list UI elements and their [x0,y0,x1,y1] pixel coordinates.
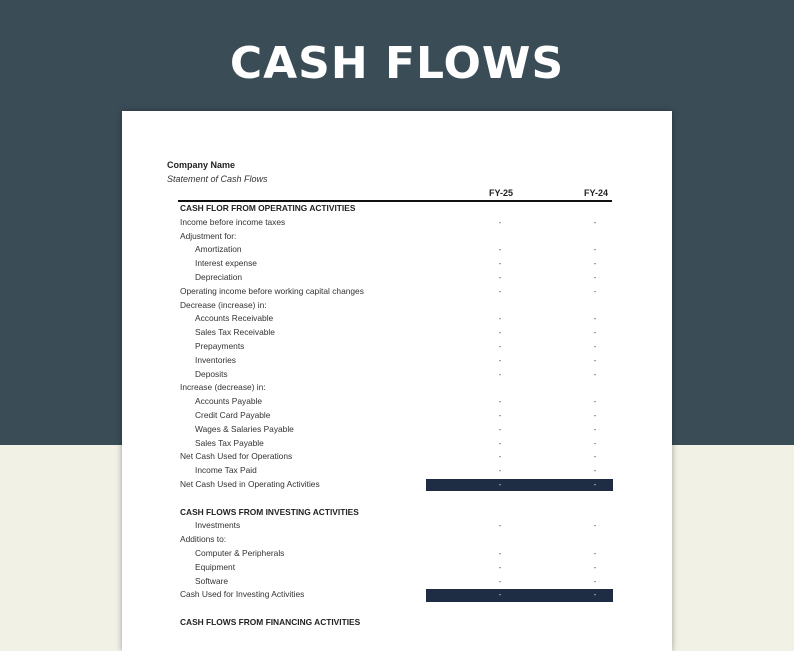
section-header-row [122,506,672,520]
total-row [122,478,672,492]
row-label: Additions to: [180,534,227,545]
row-value-fy25: - [498,368,502,379]
column-header-fy24: FY-24 [583,188,608,198]
table-row [122,450,672,464]
row-value-fy24: - [593,478,597,489]
row-label: Net Cash Used in Operating Activities [180,478,320,489]
row-value-fy24: - [593,465,597,476]
table-row [122,519,672,533]
table-row [122,285,672,299]
row-value-fy25: - [498,547,502,558]
row-label: CASH FLOWS FROM INVESTING ACTIVITIES [180,506,359,517]
statement-subtitle: Statement of Cash Flows [167,174,268,184]
row-label: Net Cash Used for Operations [180,451,293,462]
row-value-fy24: - [593,216,597,227]
row-value-fy24: - [593,589,597,600]
row-label: Cash Used for Investing Activities [180,589,305,600]
row-label: CASH FLOR FROM OPERATING ACTIVITIES [180,203,356,213]
table-row [122,423,672,437]
row-value-fy24: - [593,313,597,324]
row-value-fy25: - [498,478,502,489]
row-value-fy25: - [498,313,502,324]
row-value-fy25: - [498,561,502,572]
row-value-fy24: - [593,244,597,255]
row-label: Adjustment for: [180,230,237,241]
page-title: CASH FLOWS [229,38,565,89]
table-row [122,230,672,244]
row-value-fy24: - [593,396,597,407]
table-row [122,354,672,368]
row-value-fy25: - [498,520,502,531]
table-row [122,561,672,575]
row-value-fy25: - [498,271,502,282]
row-value-fy25: - [498,258,502,269]
row-label: Depreciation [195,271,243,282]
table-row [122,312,672,326]
row-value-fy25: - [498,340,502,351]
row-value-fy24: - [593,340,597,351]
row-label: Inventories [195,354,236,365]
row-value-fy24: - [593,409,597,420]
row-value-fy25: - [498,327,502,338]
row-value-fy24: - [593,258,597,269]
row-label: Increase (decrease) in: [180,382,266,393]
row-label: Deposits [195,368,228,379]
column-header-fy25: FY-25 [488,188,513,198]
spacer-row [122,492,672,506]
row-value-fy25: - [498,396,502,407]
row-value-fy25: - [498,354,502,365]
spreadsheet-preview [122,111,672,651]
row-label: Equipment [195,561,236,572]
table-row [122,340,672,354]
table-row [122,395,672,409]
row-value-fy25: - [498,216,502,227]
row-label: Decrease (increase) in: [180,299,267,310]
row-label: Income Tax Paid [195,465,257,476]
row-value-fy25: - [498,589,502,600]
row-value-fy25: - [498,465,502,476]
row-value-fy25: - [498,575,502,586]
table-row [122,381,672,395]
table-row [122,575,672,589]
row-value-fy24: - [593,547,597,558]
row-label: Software [195,575,229,586]
table-row [122,409,672,423]
row-value-fy24: - [593,520,597,531]
row-value-fy24: - [593,451,597,462]
row-label: Sales Tax Receivable [195,327,275,338]
row-label: Accounts Payable [195,396,263,407]
row-label: Interest expense [195,258,257,269]
row-value-fy24: - [593,575,597,586]
section-header-row [122,616,672,630]
row-value-fy24: - [593,285,597,296]
row-label: Wages & Salaries Payable [195,423,294,434]
row-label: Computer & Peripherals [195,547,285,558]
row-label: Prepayments [195,340,245,351]
row-value-fy25: - [498,423,502,434]
table-row [122,547,672,561]
table-row [122,257,672,271]
row-value-fy24: - [593,423,597,434]
row-label: Investments [195,520,241,531]
total-row [122,588,672,602]
row-value-fy25: - [498,285,502,296]
row-value-fy24: - [593,437,597,448]
table-row [122,437,672,451]
row-value-fy25: - [498,451,502,462]
row-label: CASH FLOWS FROM FINANCING ACTIVITIES [180,616,361,627]
table-row [122,243,672,257]
row-value-fy24: - [593,354,597,365]
row-label: Operating income before working capital changes [180,285,364,296]
table-row [122,368,672,382]
row-label: Income before income taxes [180,216,286,227]
row-value-fy24: - [593,271,597,282]
table-row [122,533,672,547]
table-row [122,216,672,230]
row-label: Sales Tax Payable [195,437,264,448]
company-name: Company Name [167,160,236,170]
row-label: Accounts Receivable [195,313,274,324]
row-label: Credit Card Payable [195,409,271,420]
row-value-fy25: - [498,437,502,448]
table-row [122,271,672,285]
row-value-fy24: - [593,327,597,338]
row-label: Amortization [195,244,242,255]
row-value-fy24: - [593,368,597,379]
section-header-row [122,202,672,216]
statement-rows [122,202,672,630]
table-row [122,299,672,313]
table-row [122,326,672,340]
row-value-fy25: - [498,409,502,420]
spacer-row [122,602,672,616]
row-value-fy24: - [593,561,597,572]
row-value-fy25: - [498,244,502,255]
table-row [122,464,672,478]
